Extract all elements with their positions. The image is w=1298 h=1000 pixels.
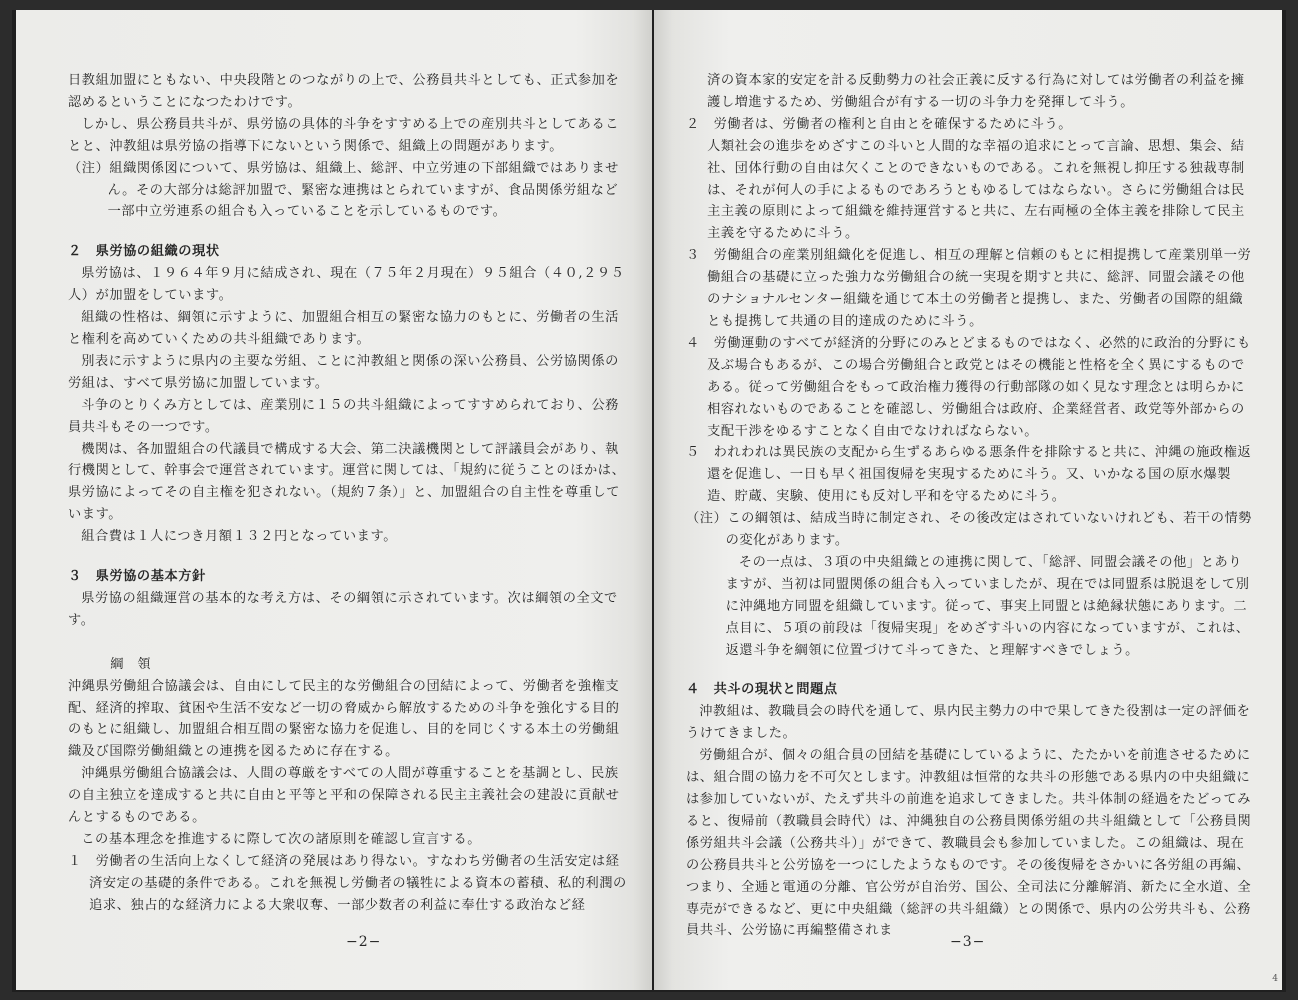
- paragraph-r3: 人類社会の進歩をめざすこの斗いと人間的な幸福の追求にとって言論、思想、集会、結社、団体行動の自由は欠くことのできないものである。これを無視し抑圧する独裁専制は、それが何人の手によるものであろうともゆるしてはならない。さらに労働組合は民主主義の原則によって組織を維持運営すると共に、左右両極の全体主義を排除して民主主義を守るために斗う。: [707, 138, 1245, 242]
- paragraph-l12: 県労協の組織運営の基本的な考え方は、その綱領に示されています。次は綱領の全文です。: [68, 590, 618, 628]
- paragraph-r5: ４ 労働運動のすべてが経済的分野にのみとどまるものではなく、必然的に政治的分野にも及ぶ場合もあるが、この場合労働組合と政党とはその機能と性格を全く異にするものである。従って労働組合をもって政治権力獲得の行動部隊の如く見なす理念とは明らかに相容れないものであることを確認し、労働組合は政府、企業経営者、政党等外部からの支配干渉をゆるすことなく自由でなければならない。: [686, 335, 1251, 439]
- paragraph-l5: 県労協は、１９６４年９月に結成され、現在（７５年２月現在）９５組合（４０,２９５人）が加盟をしています。: [68, 266, 625, 304]
- paragraph-l4: ２ 県労協の組織の現状: [68, 244, 220, 260]
- paragraph-r6: ５ われわれは異民族の支配から生ずるあらゆる悪条件を排除すると共に、沖縄の施政権返還を促進し、一日も早く祖国復帰を実現するために斗う。又、いかなる国の原水爆製造、貯蔵、実験、使用にも反対し平和を守るために斗う。: [686, 445, 1252, 505]
- paragraph-r11: 労働組合が、個々の組合員の団結を基礎にしているように、たたかいを前進させるためには、組合間の協力を不可欠とします。沖教組は恒常的な共斗の形態である県内の中央組織には参加していないが、たえず共斗の前進を追求してきました。共斗体制の経過をたどってみると、復帰前（教職員会時代）は、沖縄独自の公務員関係労組の共斗組織として「公務員関係労組共斗会議（公務共斗）」ができて、教職員会も参加していました。この組織は、現在の公務員共斗と公労協を一つにしたようなものです。その後復帰をさかいに各労組の再編、つまり、全逓と電通の分離、官公労が自治労、国公、全司法に分離解消、新たに全水道、全専売ができるなど、更に中央組織（総評の共斗組織）との関係で、県内の公労共斗も、公務員共斗、公労協に再編整備されま: [686, 748, 1252, 939]
- paragraph-r4: ３ 労働組合の産業別組織化を促進し、相互の理解と信頼のもとに相提携して産業別単一労働組合の基礎に立った強力な労働組合の統一実現を期すと共に、総評、同盟会議その他のナショナルセンター組織を通じて本土の労働者と提携し、また、労働者の国際的組織とも提携して共通の目的達成のために斗う。: [686, 248, 1252, 329]
- paragraph-l9: 機関は、各加盟組合の代議員で構成する大会、第二決議機関として評議員会があり、執行機関として、幹事会で運営されています。運営に関しては、「規約に従うことのほかは、県労協によってその自主権を犯されない。（規約７条）」と、加盟組合の自主性を尊重しています。: [68, 441, 626, 523]
- paragraph-r9: ４ 共斗の現状と問題点: [686, 682, 838, 698]
- paragraph-l10: 組合費は１人につき月額１３２円となっています。: [81, 529, 397, 545]
- paragraph-r8: その一点は、３項の中央組織との連携に関して、「総評、同盟会議その他」とありますが、当初は同盟関係の組合も入っていましたが、現在では同盟系は脱退をして別に沖縄地方同盟を組織しています。従って、事実上同盟とは絶縁状態にあります。二点目に、５項の前段は「復帰実現」をめざす斗いの内容になっていますが、これは、返還斗争を綱領に位置づけて斗ってきた、と理解すべきでしょう。: [725, 554, 1250, 658]
- left-page-text: [68, 70, 630, 917]
- paragraph-l16: この基本理念を推進するに際して次の諸原則を確認し宣言する。: [81, 832, 482, 847]
- paragraph-l2: しかし、県公務員共斗が、県労協の具体的斗争をすすめる上での産別共斗としてあることと、沖教組は県労協の指導下にないという関係で、組織上の問題があります。: [68, 116, 620, 154]
- left-page: [16, 10, 652, 990]
- page-number-left: −2−: [346, 934, 382, 950]
- paragraph-l7: 別表に示すように県内の主要な労組、ことに沖教組と関係の深い公務員、公労協関係の労組は、すべて県労協に加盟しています。: [68, 353, 619, 391]
- paragraph-r10: 沖教組は、教職員会の時代を通して、県内民主勢力の中で果してきた役割は一定の評価をうけてきました。: [686, 704, 1251, 742]
- paragraph-l11: ３ 県労協の基本方針: [68, 569, 206, 585]
- paragraph-r7: （注）この綱領は、結成当時に制定され、その後改定はされていないけれども、若干の情勢の変化があります。: [686, 511, 1253, 549]
- paragraph-l13: 綱領: [110, 656, 165, 672]
- paragraph-l17: １ 労働者の生活向上なくして経済の発展はあり得ない。すなわち労働者の生活安定は経済安定の基礎的条件である。これを無視し労働者の犠牲による資本の蓄積、私的利潤の追求、独占的な経済力による大衆収奪、一部少数者の利益に奉仕する政治など経: [68, 853, 627, 913]
- document-spread: [12, 10, 1286, 992]
- paragraph-l1: 日教組加盟にともない、中央段階とのつながりの上で、公務員共斗としても、正式参加を認めるということになつたわけです。: [68, 73, 620, 110]
- paragraph-l6: 組織の性格は、綱領に示すように、加盟組合相互の緊密な協力のもとに、労働者の生活と権利を高めていくための共斗組織であります。: [68, 310, 619, 347]
- paragraph-l8: 斗争のとりくみ方としては、産業別に１５の共斗組織によってすすめられており、公務員共斗もその一つです。: [68, 397, 620, 435]
- right-page-text: [686, 70, 1254, 942]
- paragraph-l15: 沖縄県労働組合協議会は、人間の尊厳をすべての人間が尊重することを基調とし、民族の自主独立を達成すると共に自由と平等と平和の保障される民主主義社会の建設に貢献せんとするものである。: [68, 766, 620, 826]
- paragraph-l14: 沖縄県労働組合協議会は、自由にして民主的な労働組合の団結によって、労働者を強権支配、経済的搾取、貧困や生活不安など一切の脅威から解放するための斗争を強化する目的のもとに組織し、加盟組合相互間の緊密な協力を促進し、目的を同じくする本土の労働組織及び国際労働組織との連携を図るために存在する。: [68, 678, 620, 760]
- corner-mark: 4: [1272, 974, 1278, 984]
- page-number-right: −3−: [950, 934, 986, 950]
- paragraph-r1: 済の資本家的安定を計る反動勢力の社会正義に反する行為に対しては労働者の利益を擁護し増進するため、労働組合が有する一切の斗争力を発揮して斗う。: [707, 73, 1245, 110]
- right-page: [654, 10, 1282, 990]
- paragraph-l3: （注）組織関係図について、県労協は、組織上、総評、中立労連の下部組織ではありません。その大部分は総評加盟で、緊密な連携はとられていますが、食品関係労組など一部中立労連系の組合も入っていることを示しているものです。: [68, 160, 619, 220]
- paragraph-r2: ２ 労働者は、労働者の権利と自由とを確保するために斗う。: [686, 116, 1073, 132]
